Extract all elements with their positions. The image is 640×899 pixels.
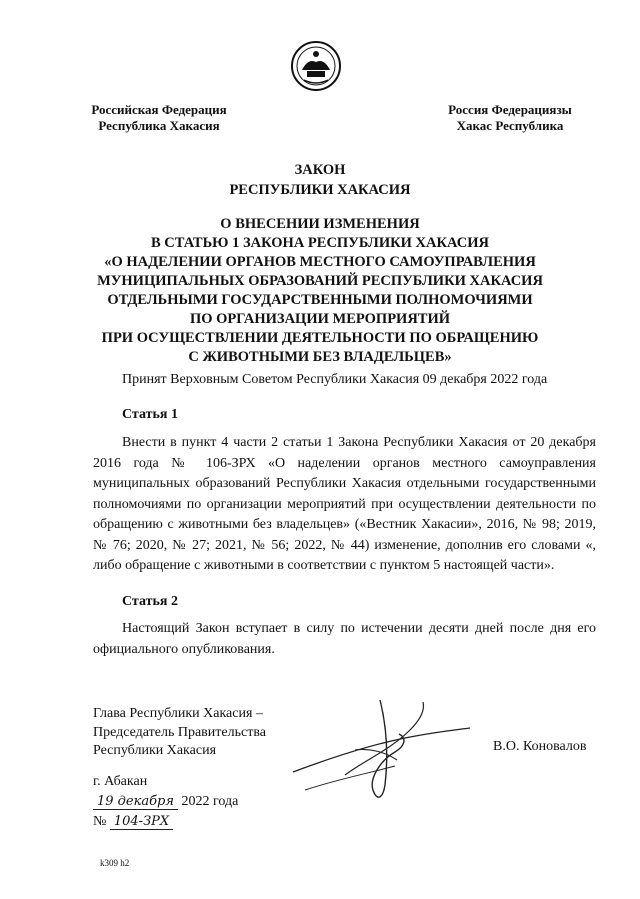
subject-line: О ВНЕСЕНИИ ИЗМЕНЕНИЯ (220, 216, 420, 232)
handwritten-signature (285, 690, 500, 810)
header-left-line-1: Российская Федерация (91, 102, 227, 117)
law-title-line-1: ЗАКОН (294, 162, 346, 178)
signatory-title-line: Глава Республики Хакасия – (93, 706, 263, 721)
coat-of-arms-emblem (290, 40, 342, 92)
adoption-statement: Принят Верховным Советом Республики Хакасия 09 декабря 2022 года (122, 372, 548, 387)
article-2-heading: Статья 2 (122, 594, 178, 609)
header-right-line-1: Россия Федерациязы (448, 102, 572, 117)
header-left-line-2: Республика Хакасия (98, 118, 220, 133)
article-2-text: Настоящий Закон вступает в силу по истечении десяти дней после дня его официального опубликования. (93, 621, 596, 657)
subject-line: МУНИЦИПАЛЬНЫХ ОБРАЗОВАНИЙ РЕСПУБЛИКИ ХАКАСИЯ (97, 273, 543, 289)
signatory-title-line: Республики Хакасия (93, 743, 217, 758)
handwritten-date: 19 декабря (93, 794, 178, 810)
subject-line: С ЖИВОТНЫМИ БЕЗ ВЛАДЕЛЬЦЕВ» (188, 349, 452, 365)
signing-date (93, 794, 238, 810)
signatory-name: В.О. Коновалов (493, 739, 587, 754)
header-right-line-2: Хакас Республика (456, 118, 564, 133)
subject-line: ПО ОРГАНИЗАЦИИ МЕРОПРИЯТИЙ (189, 311, 451, 327)
subject-line: ОТДЕЛЬНЫМИ ГОСУДАРСТВЕННЫМИ ПОЛНОМОЧИЯМИ (107, 292, 533, 308)
law-number (93, 814, 173, 830)
subject-line: ПРИ ОСУЩЕСТВЛЕНИИ ДЕЯТЕЛЬНОСТИ ПО ОБРАЩЕНИЮ (101, 330, 539, 346)
article-1-text: Внести в пункт 4 части 2 статьи 1 Закона Республики Хакасия от 20 декабря 2016 года № 106-ЗРХ «О наделении органов местного самоуправления муниципальных образований Республики Хакасия отдельными государственными полномочиями по организации мероприятий при осуществлении деятельности по обращению с животными без владельцев» («Вестник Хакасии», 2016, № 98; 2019, № 76; 2020, № 27; 2021, № 56; 2022, № 44) изменение, дополнив его словами «, либо обращение с животными в соответствии с пунктом 5 настоящей части». (93, 435, 596, 573)
subject-line: «О НАДЕЛЕНИИ ОРГАНОВ МЕСТНОГО САМОУПРАВЛЕНИЯ (104, 254, 536, 270)
law-title-line-2: РЕСПУБЛИКИ ХАКАСИЯ (229, 182, 411, 198)
signatory-title (93, 705, 266, 761)
law-subject (95, 215, 545, 367)
article-1-heading: Статья 1 (122, 407, 178, 422)
handwritten-number: 104-ЗРХ (110, 814, 173, 830)
signatory-title-line: Председатель Правительства (93, 724, 266, 740)
subject-line: В СТАТЬЮ 1 ЗАКОНА РЕСПУБЛИКИ ХАКАСИЯ (150, 235, 489, 251)
date-year: 2022 года (181, 794, 239, 809)
header-left (88, 102, 230, 134)
place-of-signing: г. Абакан (93, 774, 148, 789)
number-sign: № (93, 814, 107, 829)
document-code: k309 h2 (100, 858, 130, 868)
header-right (440, 102, 580, 134)
